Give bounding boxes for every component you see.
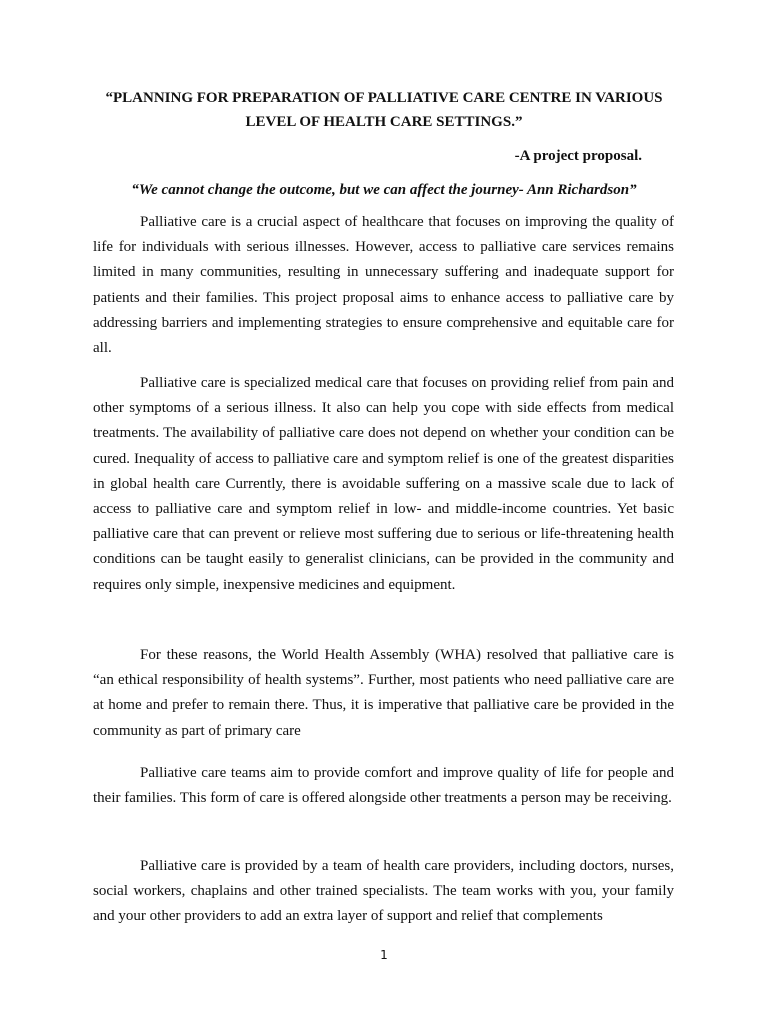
epigraph-quote: “We cannot change the outcome, but we can affect the journey- Ann Richardson” (131, 182, 637, 198)
body-paragraph: Palliative care is provided by a team of health care providers, including doctors, nurses, social workers, chaplains and other trained specialists. The team works with you, your family and your other providers to add an extra layer of support and relief that complements (93, 858, 674, 925)
document-subtitle: -A project proposal. (514, 148, 642, 164)
body-paragraph: For these reasons, the World Health Assembly (WHA) resolved that palliative care is “an ethical responsibility of health systems”. Further, most patients who need palliative care are at home and prefer to remain there. Thus, it is imperative that palliative care be provided in the community as part of primary care (93, 647, 674, 739)
body-paragraph: Palliative care is specialized medical care that focuses on providing relief from pain and other symptoms of a serious illness. It also can help you cope with side effects from medical treatments. The availability of palliative care does not depend on whether your condition can be cured. Inequality of access to palliative care and symptom relief is one of the greatest disparities in global health care Currently, there is avoidable suffering on a massive scale due to lack of access to palliative care and symptom relief in low- and middle-income countries. Yet basic palliative care that can prevent or relieve most suffering due to serious or life-threatening health conditions can be taught easily to generalist clinicians, can be provided in the community and requires only simple, inexpensive medicines and equipment. (93, 375, 674, 593)
page-number: 1 (380, 948, 388, 962)
document-title: “PLANNING FOR PREPARATION OF PALLIATIVE CARE CENTRE IN VARIOUS LEVEL OF HEALTH CARE SETTINGS.” (105, 90, 663, 130)
body-paragraph: Palliative care is a crucial aspect of healthcare that focuses on improving the quality of life for individuals with serious illnesses. However, access to palliative care services remains limited in many communities, resulting in unnecessary suffering and inadequate support for patients and their families. This project proposal aims to enhance access to palliative care by addressing barriers and implementing strategies to ensure comprehensive and equitable care for all. (93, 214, 674, 357)
body-paragraph: Palliative care teams aim to provide comfort and improve quality of life for people and their families. This form of care is offered alongside other treatments a person may be receiving. (93, 765, 674, 807)
